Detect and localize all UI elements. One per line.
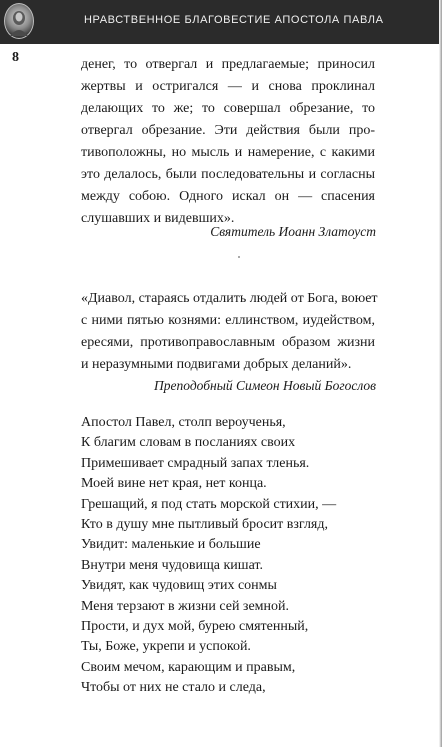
text-line: делающих то же; то совершал обрезание, то — [81, 101, 375, 116]
text-line: жертвы и остригался — и снова проклинал — [81, 79, 375, 94]
poem-verse: Моей вине нет края, нет конца. — [81, 476, 267, 492]
poem-verse: К благим словам в посланиях своих — [81, 435, 296, 451]
poem-verse: Увидят, как чудовищ этих сонмы — [81, 578, 277, 594]
poem-verse: Увидит: маленькие и большие — [81, 537, 261, 553]
poem-verse: Кто в душу мне пытливый бросит взгляд, — [81, 517, 328, 533]
poem-verse: Примешивает смрадный запах тленья. — [81, 455, 310, 471]
poem — [81, 413, 336, 699]
text-line: и неразумными подвигами добрых деланий». — [81, 357, 352, 372]
saint-portrait-icon — [4, 3, 34, 39]
attribution-chrysostom: Святитель Иоанн Златоуст — [210, 224, 376, 239]
quote-symeon — [81, 288, 378, 376]
text-line: слушавших и видевших». — [81, 211, 235, 226]
poem-verse: Чтобы от них не стало и следа, — [81, 680, 266, 696]
text-line: тивоположны, но мысль и намерение, с какими — [81, 145, 375, 160]
poem-verse: Своим мечом, карающим и правым, — [81, 659, 296, 675]
text-line: ересями, противоправославным образом жизни — [81, 335, 375, 350]
print-speck — [238, 256, 240, 258]
text-line: с ними пятью кознями: еллинством, иудейством, — [81, 313, 375, 328]
text-line: это делалось, были последовательны и согласны — [81, 167, 375, 182]
poem-verse: Апостол Павел, столп вероученья, — [81, 415, 286, 430]
page-number: 8 — [12, 50, 19, 65]
text-line: «Диавол, стараясь отдалить людей от Бога, воюет — [81, 291, 378, 306]
quote-chrysostom — [81, 54, 375, 230]
running-head-bar — [0, 0, 442, 44]
poem-verse: Ты, Боже, укрепи и успокой. — [81, 639, 251, 655]
text-line: денег, то отвергал и предлагаемые; приносил — [81, 57, 375, 72]
poem-verse: Меня терзают в жизни сей земной. — [81, 598, 290, 614]
poem-verse: Грешащий, я под стать морской стихии, — — [81, 496, 337, 512]
attribution-symeon: Преподобный Симеон Новый Богослов — [154, 378, 376, 393]
running-head-title: НРАВСТВЕННОЕ БЛАГОВЕСТИЕ АПОСТОЛА ПАВЛА — [84, 14, 384, 26]
poem-verse: Внутри меня чудовища кишат. — [81, 557, 263, 573]
poem-verse: Прости, и дух мой, бурею смятенный, — [81, 619, 309, 635]
text-line: отвергал обрезание. Эти действия были про- — [81, 123, 375, 138]
text-line: между собою. Одного искал он — спасения — [81, 189, 375, 204]
